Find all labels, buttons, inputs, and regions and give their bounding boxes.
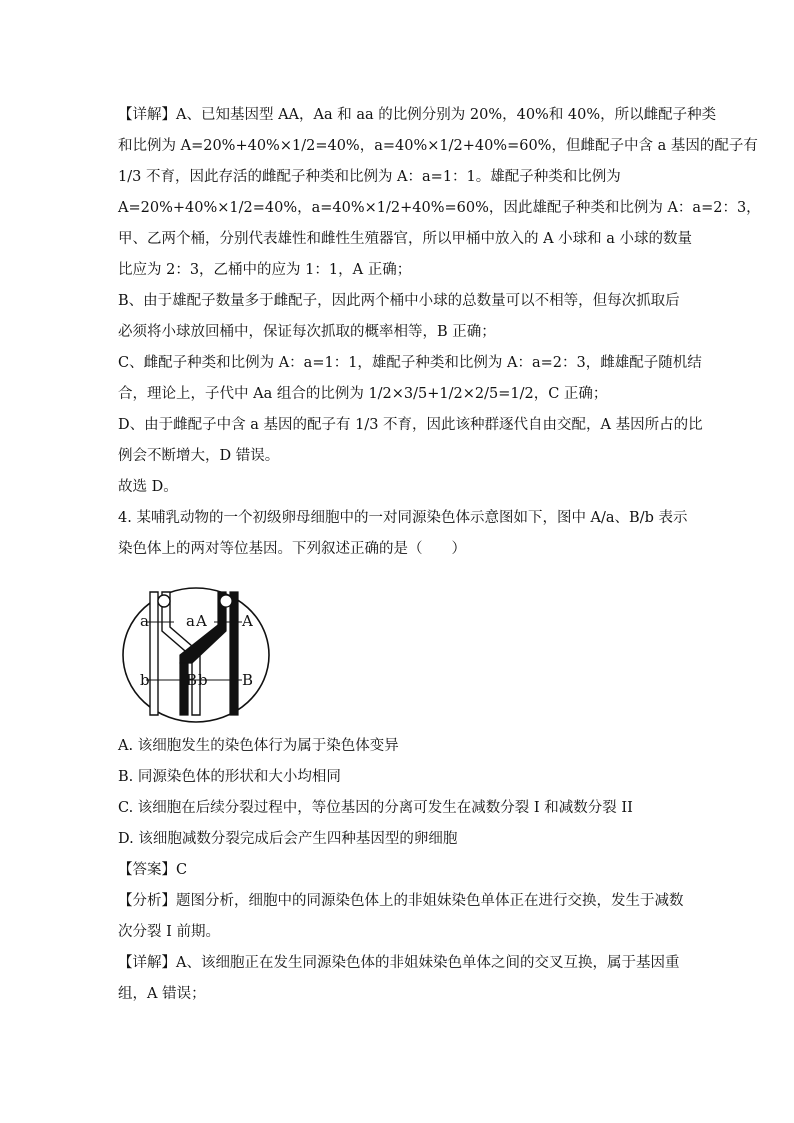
text-line: 1/3 不育，因此存活的雌配子种类和比例为 A：a=1：1。雄配子种类和比例为 [118,169,621,185]
chromosome-right [180,592,238,715]
text-line: C、雌配子种类和比例为 A：a=1：1，雄配子种类和比例为 A：a=2：3，雌雄配子随机结 [118,355,702,371]
centromere-left [158,595,170,607]
answer-analysis-block [118,855,684,1010]
chromatid-right-outer [230,592,238,715]
text-line: A=20%+40%×1/2=40%，a=40%×1/2+40%=60%，因此雄配子种类和比例为 A：a=2：3， [118,200,761,216]
text-line: 故选 D。 [118,479,178,495]
gene-label: B [186,671,198,689]
chromatid-left-outer [150,592,158,715]
text-line: 和比例为 A=20%+40%×1/2=40%，a=40%×1/2+40%=60%，但雌配子中含 a 基因的配子有 [118,138,758,154]
gene-label: A [196,612,207,630]
gene-label: b [140,671,150,689]
text-line: 例会不断增大，D 错误。 [118,448,280,464]
explanation-block [118,100,761,565]
option-c: C. 该细胞在后续分裂过程中，等位基因的分离可发生在减数分裂 I 和减数分裂 II [118,800,633,816]
text-line: 比应为 2：3，乙桶中的应为 1：1，A 正确； [118,262,412,278]
analysis-line: 【分析】题图分析，细胞中的同源染色体上的非姐妹染色单体正在进行交换，发生于减数 [118,893,684,909]
question-stem-line: 4. 某哺乳动物的一个初级卵母细胞中的一对同源染色体示意图如下，图中 A/a、B/b 表示 [118,510,688,526]
text-line: 合，理论上，子代中 Aa 组合的比例为 1/2×3/5+1/2×2/5=1/2，C 正确； [118,386,608,402]
analysis-line: 次分裂 I 前期。 [118,924,220,940]
text-line: B、由于雄配子数量多于雌配子，因此两个桶中小球的总数量可以不相等，但每次抓取后 [118,293,680,309]
detail-line: 组，A 错误； [118,986,206,1002]
text-line: 必须将小球放回桶中，保证每次抓取的概率相等，B 正确； [118,324,496,340]
chromosome-figure [120,585,272,725]
answer-line: 【答案】C [118,862,188,878]
gene-label: a [186,612,195,630]
gene-label: a [140,612,149,630]
centromere-right [220,595,232,607]
option-d: D. 该细胞减数分裂完成后会产生四种基因型的卵细胞 [118,831,458,847]
text-line: D、由于雌配子中含 a 基因的配子有 1/3 不育，因此该种群逐代自由交配，A 基因所占的比 [118,417,703,433]
option-b: B. 同源染色体的形状和大小均相同 [118,769,341,785]
option-a: A. 该细胞发生的染色体行为属于染色体变异 [118,738,399,754]
gene-label: b [198,671,208,689]
gene-label: A [242,612,253,630]
gene-label: B [242,671,254,689]
text-line: 【详解】A、已知基因型 AA，Aa 和 aa 的比例分别为 20%，40%和 40%，所以雌配子种类 [118,107,717,123]
text-line: 甲、乙两个桶，分别代表雄性和雌性生殖器官，所以甲桶中放入的 A 小球和 a 小球的数量 [118,231,693,247]
detail-line: 【详解】A、该细胞正在发生同源染色体的非姐妹染色单体之间的交叉互换，属于基因重 [118,955,680,971]
question-stem-line: 染色体上的两对等位基因。下列叙述正确的是（ ） [118,541,466,557]
